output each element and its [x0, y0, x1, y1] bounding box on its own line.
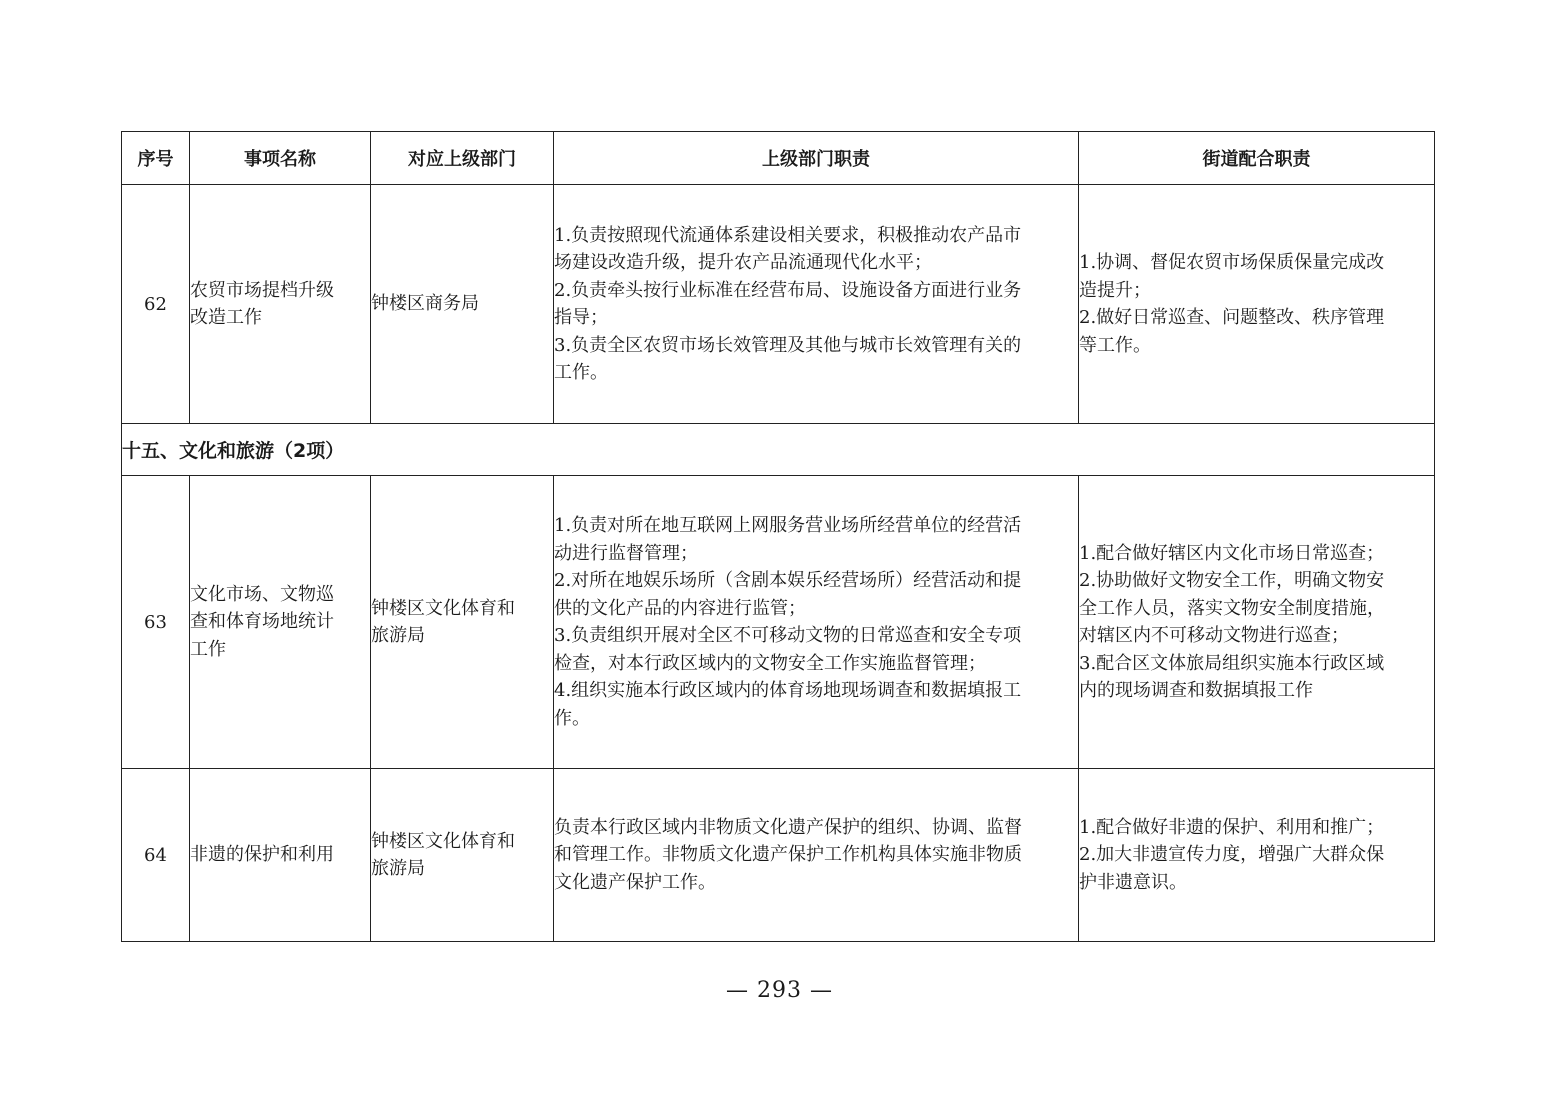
row-street-duty: 1.配合做好辖区内文化市场日常巡查； 2.协助做好文物安全工作，明确文物安 全工作人员，落实文物安全制度措施， 对辖区内不可移动文物进行巡查； 3.配合区文体旅局组织实施本行政区域 内的现场调查和数据填报工作 [1079, 476, 1435, 769]
row-upper-dept: 钟楼区商务局 [371, 185, 554, 424]
row-upper-duty: 1.负责对所在地互联网上网服务营业场所经营单位的经营活 动进行监督管理； 2.对所在地娱乐场所（含剧本娱乐经营场所）经营活动和提 供的文化产品的内容进行监管； 3.负责组织开展对全区不可移动文物的日常巡查和安全专项 检查，对本行政区域内的文物安全工作实施监督管理； 4.组织实施本行政区域内的体育场地现场调查和数据填报工 作。 [554, 476, 1079, 769]
duty-table [121, 131, 1435, 942]
row-street-duty: 1.协调、督促农贸市场保质保量完成改 造提升； 2.做好日常巡查、问题整改、秩序管理 等工作。 [1079, 185, 1435, 424]
header-row [122, 132, 1435, 185]
row-upper-dept: 钟楼区文化体育和 旅游局 [371, 769, 554, 942]
page-number: — 293 — [726, 978, 833, 1003]
header-street-duty: 街道配合职责 [1079, 132, 1435, 185]
section-row [122, 424, 1435, 476]
row-number: 62 [122, 185, 190, 424]
row-upper-duty: 1.负责按照现代流通体系建设相关要求，积极推动农产品市 场建设改造升级，提升农产品流通现代化水平； 2.负责牵头按行业标准在经营布局、设施设备方面进行业务 指导； 3.负责全区农贸市场长效管理及其他与城市长效管理有关的 工作。 [554, 185, 1079, 424]
table-row [122, 476, 1435, 769]
row-number: 64 [122, 769, 190, 942]
row-item-name: 农贸市场提档升级 改造工作 [190, 185, 371, 424]
row-upper-dept: 钟楼区文化体育和 旅游局 [371, 476, 554, 769]
row-street-duty: 1.配合做好非遗的保护、利用和推广； 2.加大非遗宣传力度，增强广大群众保 护非遗意识。 [1079, 769, 1435, 942]
header-item-name: 事项名称 [190, 132, 371, 185]
row-upper-duty: 负责本行政区域内非物质文化遗产保护的组织、协调、监督 和管理工作。非物质文化遗产保护工作机构具体实施非物质 文化遗产保护工作。 [554, 769, 1079, 942]
header-seq: 序号 [122, 132, 190, 185]
header-upper-duty: 上级部门职责 [554, 132, 1079, 185]
section-title: 十五、文化和旅游（2项） [122, 424, 1435, 476]
row-number: 63 [122, 476, 190, 769]
row-item-name: 非遗的保护和利用 [190, 769, 371, 942]
table-row [122, 769, 1435, 942]
header-upper-dept: 对应上级部门 [371, 132, 554, 185]
row-item-name: 文化市场、文物巡 查和体育场地统计 工作 [190, 476, 371, 769]
table-row [122, 185, 1435, 424]
